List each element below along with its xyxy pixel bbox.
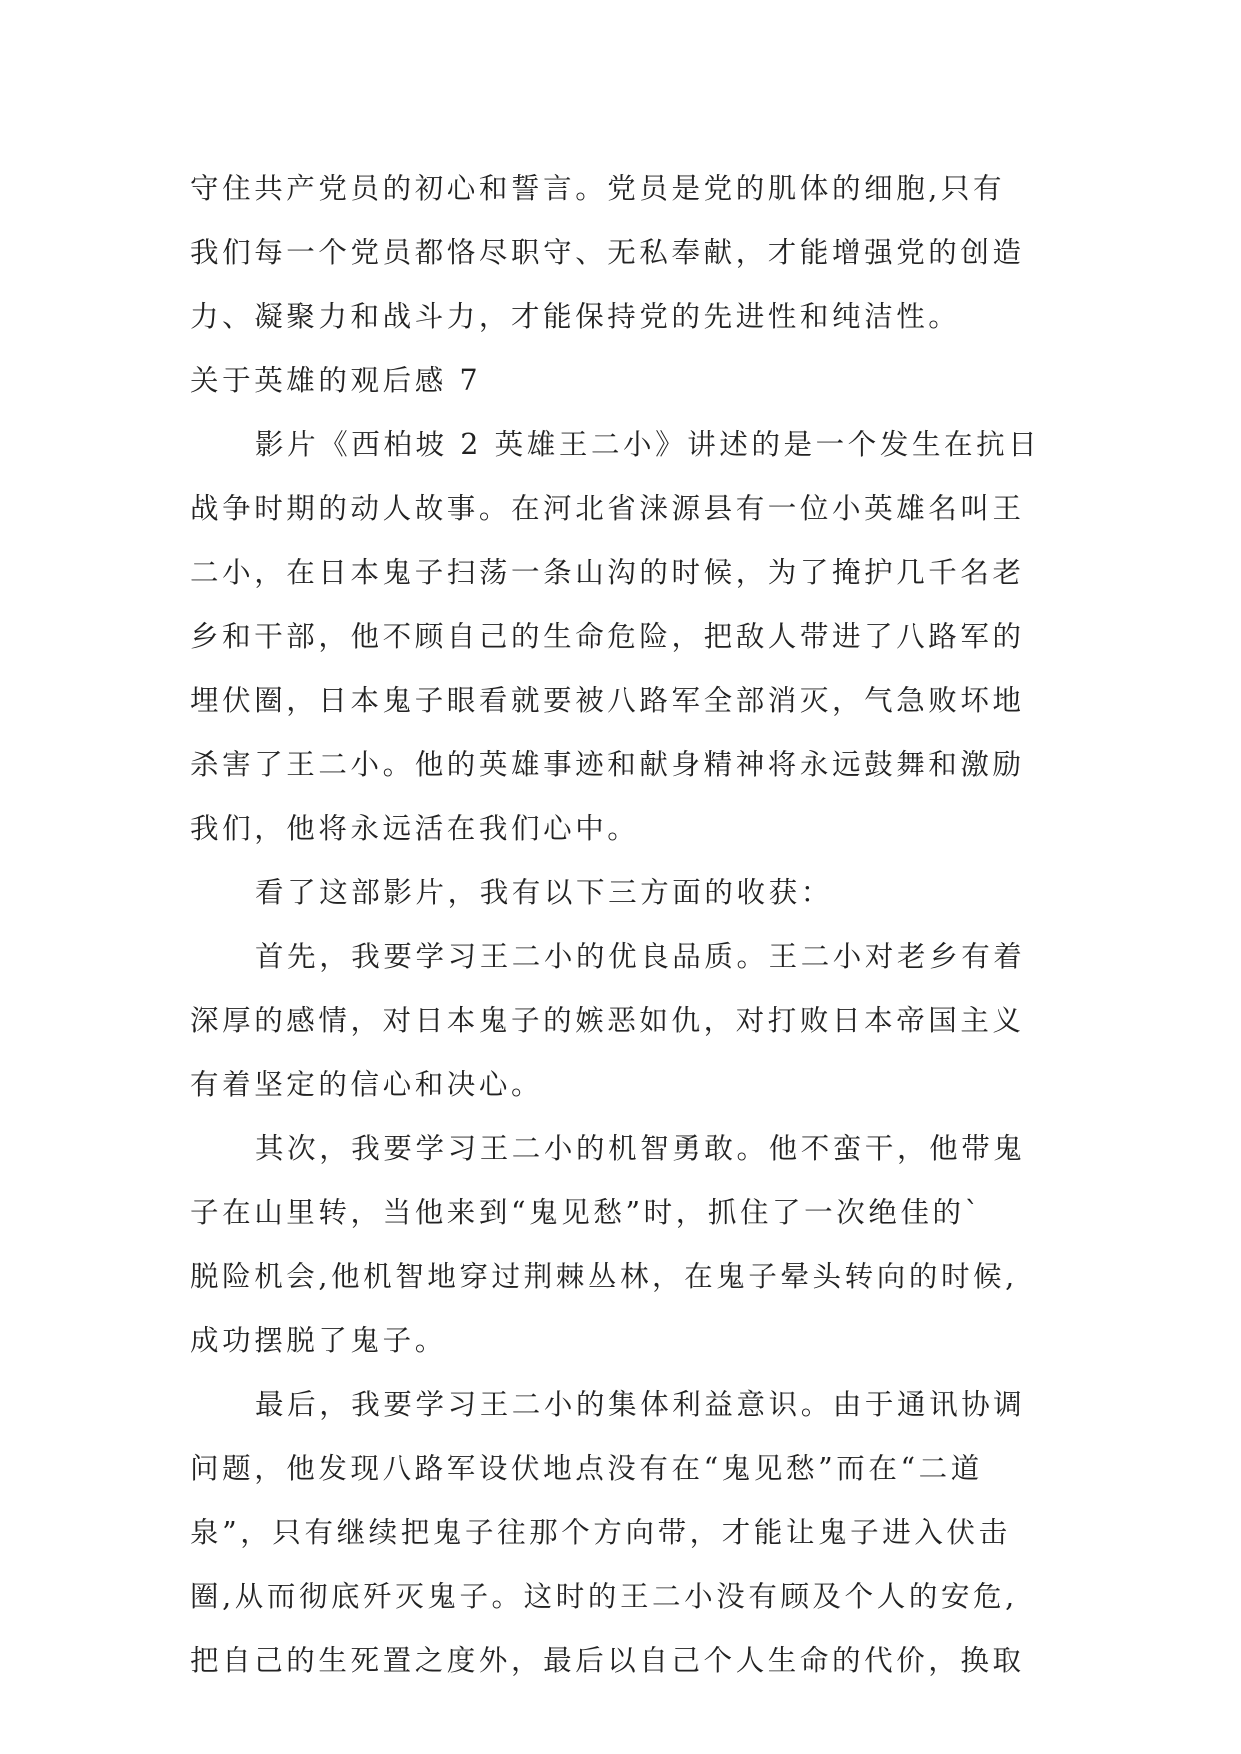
text-line: 子在山里转，当他来到“鬼见愁”时，抓住了一次绝佳的` — [190, 1196, 983, 1229]
text-line: 泉”，只有继续把鬼子往那个方向带，才能让鬼子进入伏击 — [190, 1516, 1011, 1549]
text-line: 把自己的生死置之度外，最后以自己个人生命的代价，换取 — [190, 1644, 1025, 1677]
text-line: 力、凝聚力和战斗力，才能保持党的先进性和纯洁性。 — [190, 300, 961, 333]
paragraph-first-line: 最后，我要学习王二小的集体利益意识。由于通讯协调 — [255, 1388, 1026, 1421]
text-line: 脱险机会,他机智地穿过荆棘丛林，在鬼子晕头转向的时候, — [190, 1260, 1018, 1293]
paragraph-first-line: 看了这部影片，我有以下三方面的收获： — [255, 876, 833, 909]
text-line: 二小，在日本鬼子扫荡一条山沟的时候，为了掩护几千名老 — [190, 556, 1025, 589]
paragraph-first-line: 首先，我要学习王二小的优良品质。王二小对老乡有着 — [255, 940, 1026, 973]
text-line: 问题，他发现八路军设伏地点没有在“鬼见愁”而在“二道 — [190, 1452, 983, 1485]
document-body — [190, 157, 1060, 1693]
paragraph-first-line: 其次，我要学习王二小的机智勇敢。他不蛮干，他带鬼 — [255, 1132, 1026, 1165]
text-line: 深厚的感情，对日本鬼子的嫉恶如仇，对打败日本帝国主义 — [190, 1004, 1025, 1037]
text-line: 成功摆脱了鬼子。 — [190, 1324, 447, 1357]
text-line: 埋伏圈，日本鬼子眼看就要被八路军全部消灭，气急败坏地 — [190, 684, 1025, 717]
text-line: 乡和干部，他不顾自己的生命危险，把敌人带进了八路军的 — [190, 620, 1025, 653]
text-line: 杀害了王二小。他的英雄事迹和献身精神将永远鼓舞和激励 — [190, 748, 1025, 781]
text-line: 守住共产党员的初心和誓言。党员是党的肌体的细胞,只有 — [190, 172, 1006, 205]
section-heading: 关于英雄的观后感 7 — [190, 364, 482, 397]
paragraph-first-line: 影片《西柏坡 2 英雄王二小》讲述的是一个发生在抗日 — [255, 428, 1041, 461]
text-line: 我们，他将永远活在我们心中。 — [190, 812, 640, 845]
text-line: 有着坚定的信心和决心。 — [190, 1068, 544, 1101]
text-line: 我们每一个党员都恪尽职守、无私奉献，才能增强党的创造 — [190, 236, 1025, 269]
text-line: 圈,从而彻底歼灭鬼子。这时的王二小没有顾及个人的安危, — [190, 1580, 1018, 1613]
text-line: 战争时期的动人故事。在河北省涞源县有一位小英雄名叫王 — [190, 492, 1025, 525]
